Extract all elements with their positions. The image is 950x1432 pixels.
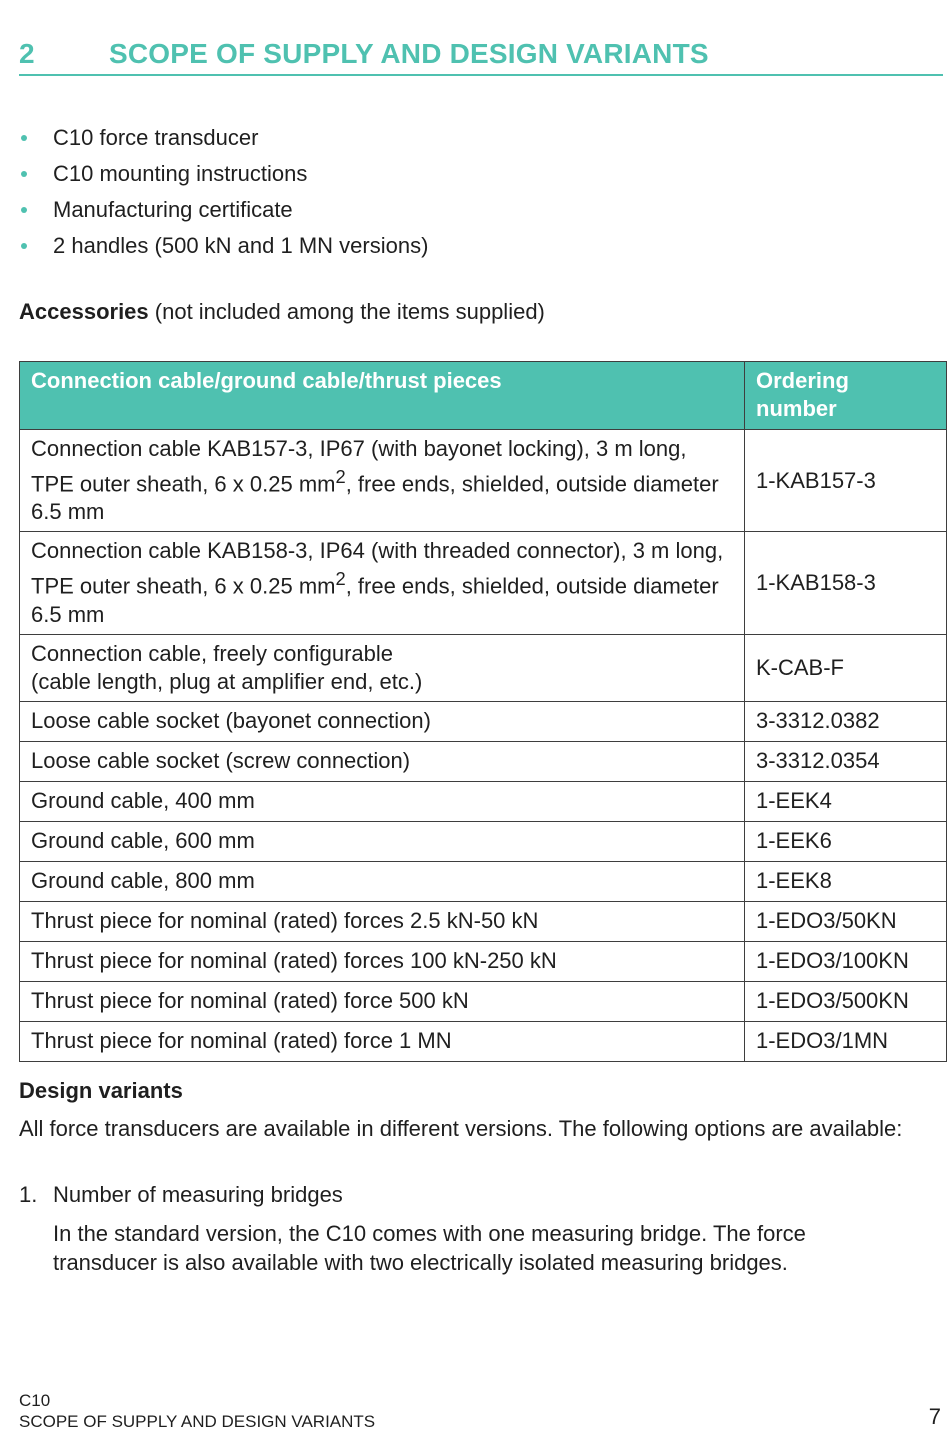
- table-header-row: [20, 362, 947, 430]
- table-cell-description: Ground cable, 400 mm: [20, 781, 745, 821]
- footer-section-title: SCOPE OF SUPPLY AND DESIGN VARIANTS: [19, 1412, 376, 1431]
- design-variants-heading: Design variants: [19, 1078, 183, 1103]
- section-title: SCOPE OF SUPPLY AND DESIGN VARIANTS: [109, 38, 709, 69]
- table-row: [20, 634, 947, 701]
- list-item: [19, 122, 428, 158]
- list-item-title: Number of measuring bridges: [53, 1182, 343, 1207]
- table-cell-description: Thrust piece for nominal (rated) forces 100 kN-250 kN: [20, 941, 745, 981]
- table-cell-ordering-number: 3-3312.0382: [745, 701, 947, 741]
- table-row: [20, 430, 947, 532]
- table-row: [20, 532, 947, 634]
- list-item: [19, 194, 428, 230]
- bullet-icon: [21, 207, 27, 213]
- list-item-text: 2 handles (500 kN and 1 MN versions): [53, 233, 429, 258]
- table-cell-ordering-number: K-CAB-F: [745, 634, 947, 701]
- bullet-icon: [21, 243, 27, 249]
- accessories-table: [19, 361, 947, 1062]
- table-row: [20, 741, 947, 781]
- table-row: [20, 861, 947, 901]
- column-header-description: Connection cable/ground cable/thrust pieces: [20, 362, 745, 430]
- table-row: [20, 941, 947, 981]
- list-item: [19, 230, 428, 266]
- table-cell-description: Thrust piece for nominal (rated) force 1 MN: [20, 1021, 745, 1061]
- accessories-line: [19, 296, 545, 328]
- table-cell-description: Thrust piece for nominal (rated) forces 2.5 kN-50 kN: [20, 901, 745, 941]
- list-item-text: Manufacturing certificate: [53, 197, 293, 222]
- table-cell-ordering-number: 3-3312.0354: [745, 741, 947, 781]
- table-cell-ordering-number: 1-EDO3/500KN: [745, 981, 947, 1021]
- table-cell-description: Loose cable socket (bayonet connection): [20, 701, 745, 741]
- table-cell-ordering-number: 1-KAB158-3: [745, 532, 947, 634]
- table-cell-description: Connection cable, freely configurable (cable length, plug at amplifier end, etc.): [20, 634, 745, 701]
- list-item-text: C10 force transducer: [53, 125, 259, 150]
- list-item-number: 1.: [19, 1182, 38, 1207]
- table-cell-description: Loose cable socket (screw connection): [20, 741, 745, 781]
- supply-list: [19, 122, 428, 266]
- footer-document-name: C10: [19, 1391, 51, 1410]
- table-cell-ordering-number: 1-EDO3/50KN: [745, 901, 947, 941]
- section-number: 2: [19, 38, 35, 69]
- page-number: 7: [928, 1404, 941, 1429]
- table-cell-ordering-number: 1-EDO3/100KN: [745, 941, 947, 981]
- design-variants-intro: All force transducers are available in different versions. The following options are available:: [19, 1116, 903, 1141]
- list-item: [19, 158, 428, 194]
- accessories-label: Accessories: [19, 299, 149, 324]
- table-cell-description: Connection cable KAB157-3, IP67 (with bayonet locking), 3 m long, TPE outer sheath, 6 x 0.25 $mm^2$, free ends, shielded, outside diameter 6.5 mm: [20, 430, 745, 532]
- table-row: [20, 781, 947, 821]
- section-heading: [19, 34, 943, 76]
- accessories-note: (not included among the items supplied): [148, 299, 545, 324]
- table-cell-ordering-number: 1-EEK4: [745, 781, 947, 821]
- table-cell-ordering-number: 1-EEK8: [745, 861, 947, 901]
- table-cell-description: Ground cable, 800 mm: [20, 861, 745, 901]
- table-row: [20, 701, 947, 741]
- list-item-text: C10 mounting instructions: [53, 161, 308, 186]
- table-row: [20, 981, 947, 1021]
- list-item-description: In the standard version, the C10 comes with one measuring bridge. The force transducer is also available with two electrically isolated measuring bridges.: [53, 1221, 806, 1275]
- table-cell-description: Connection cable KAB158-3, IP64 (with threaded connector), 3 m long, TPE outer sheath, 6 x 0.25 $mm^2$, free ends, shielded, outside diameter 6.5 mm: [20, 532, 745, 634]
- table-cell-ordering-number: 1-EEK6: [745, 821, 947, 861]
- table-row: [20, 1021, 947, 1061]
- table-cell-ordering-number: 1-KAB157-3: [745, 430, 947, 532]
- table-row: [20, 821, 947, 861]
- column-header-ordering-number: Ordering number: [745, 362, 947, 430]
- table-cell-ordering-number: 1-EDO3/1MN: [745, 1021, 947, 1061]
- table-row: [20, 901, 947, 941]
- bullet-icon: [21, 135, 27, 141]
- table-cell-description: Ground cable, 600 mm: [20, 821, 745, 861]
- table-cell-description: Thrust piece for nominal (rated) force 500 kN: [20, 981, 745, 1021]
- bullet-icon: [21, 171, 27, 177]
